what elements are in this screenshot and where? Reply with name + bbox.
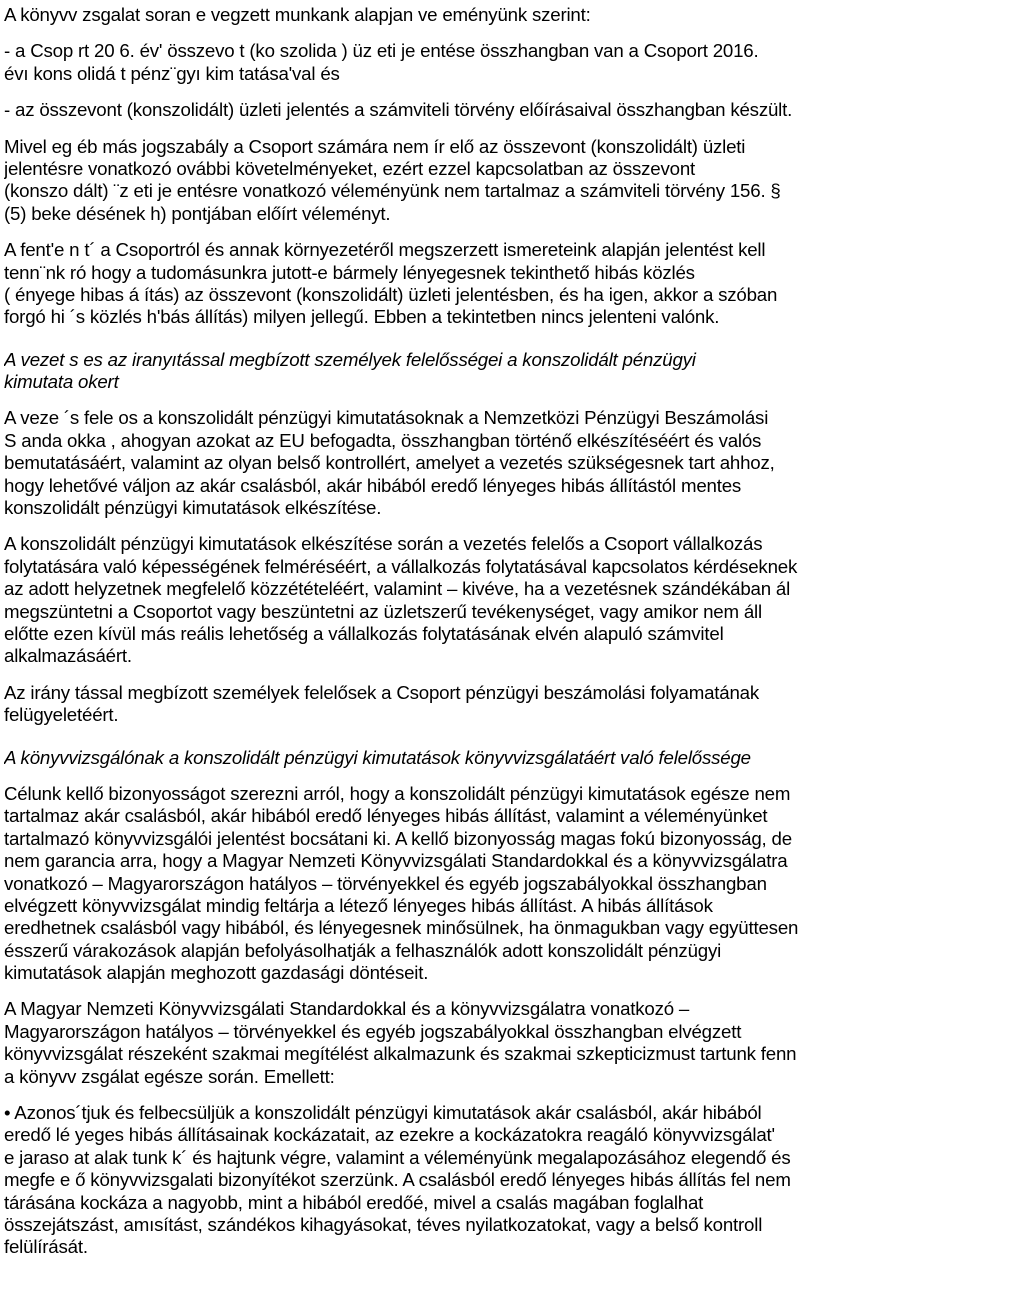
text-line: A Magyar Nemzeti Könyvvizsgálati Standardokkal és a könyvvizsgálatra vonatkozó – — [4, 998, 690, 1020]
text-line: felülírását. — [4, 1236, 88, 1258]
paragraph-management-responsibility — [4, 407, 1022, 519]
text-line: forgó hi ´s közlés h'bás állítás) milyen jellegű. Ebben a tekintetben nincs jelenteni valónk. — [4, 306, 720, 328]
text-line: előtte ezen kívül más reális lehetőség a vállalkozás folytatásának elvén alapuló számvitel — [4, 622, 724, 644]
text-line: tartalmaz akár csalásból, akár hibából eredő lényeges hibás állítást, valamint a véleményünket — [4, 805, 768, 827]
section-heading-management-responsibilities — [4, 349, 1022, 394]
text-line: Az irány tással megbízott személyek felelősek a Csoport pénzügyi beszámolási folyamatának — [4, 681, 759, 703]
text-line: e jaraso at alak tunk k´ és hajtunk végre, valamint a véleményünk megalapozásához elegendő és — [4, 1146, 791, 1168]
text-line: A konszolidált pénzügyi kimutatások elkészítése során a vezetés felelős a Csoport vállalkozás — [4, 533, 763, 555]
paragraph-going-concern — [4, 533, 1022, 667]
text-line: bemutatásáért, valamint az olyan belső kontrollért, amelyet a vezetés szükségesnek tart ahhoz, — [4, 452, 775, 474]
text-line: eredő lé yeges hibás állításainak kockázatait, az ezekre a kockázatokra reagáló könyvvizsgálat' — [4, 1124, 775, 1146]
text-line: tenn¨nk ró hogy a tudomásunkra jutott-e bármely lényegesnek tekinthető hibás közlés — [4, 261, 695, 283]
text-line: Mivel eg éb más jogszabály a Csoport számára nem ír elő az összevont (konszolidált) üzleti — [4, 135, 746, 157]
text-line: alkalmazásáért. — [4, 645, 132, 667]
text-line: nem garancia arra, hogy a Magyar Nemzeti Könyvvizsgálati Standardokkal és a könyvvizsgálatra — [4, 850, 788, 872]
text-line: A fent'e n t´ a Csoportról és annak környezetéről megszerzett ismereteink alapján jelentést kell — [4, 239, 766, 261]
text-line: hogy lehetővé váljon az akár csalásból, akár hibából eredő lényeges hibás állítástól mentes — [4, 474, 742, 496]
text-line: A könyvv zsgalat soran e vegzett munkank alapjan ve eményünk szerint: — [4, 4, 591, 25]
text-line: - az összevont (konszolidált) üzleti jelentés a számviteli törvény előírásaival összhangban készült. — [4, 99, 793, 121]
text-line: tartalmazó könyvvizsgálói jelentést bocsátani ki. A kellő bizonyosság magas fokú bizonyosság, de — [4, 827, 792, 849]
text-line: • Azonos´tjuk és felbecsüljük a konszolidált pénzügyi kimutatások akár csalásból, akár hibából — [4, 1102, 762, 1124]
heading-line: A vezet s es az iranyıtással megbízott személyek felelősségei a konszolidált pénzügyi — [4, 348, 696, 370]
paragraph-governance-oversight — [4, 682, 1022, 727]
text-line: ( ényege hibas á ítás) az összevont (konszolidált) üzleti jelentésben, és ha igen, akkor a szóban — [4, 283, 778, 305]
text-line: az adott helyzetnek megfelelő közzétételéért, valamint – kivéve, ha a vezetésnek szándékában ál — [4, 578, 791, 600]
opinion-item-compliance — [4, 99, 1022, 121]
text-line: vonatkozó – Magyarországon hatályos – törvényekkel és egyéb jogszabályokkal összhangban — [4, 872, 767, 894]
bullet-risk-assessment — [4, 1102, 1022, 1259]
text-line: jelentésre vonatkozó ovábbi követelményeket, ezért ezzel kapcsolatban az összevont — [4, 157, 696, 179]
text-line: Magyarországon hatályos – törvényekkel és egyéb jogszabályokkal összhangban elvégzett — [4, 1020, 742, 1042]
paragraph-misstatement-reporting — [4, 239, 1022, 329]
text-line: megfe e ő könyvvizsgalati bizonyítékot szerzünk. A csalásból eredő lényeges hibás állítás fel nem — [4, 1169, 791, 1191]
text-line: ésszerű várakozások alapján befolyásolhatják a felhasználók adott konszolidált pénzügyi — [4, 939, 722, 961]
text-line: összejátszást, amısítást, szándékos kihagyásokat, téves nyilatkozatokat, vagy a belső kontroll — [4, 1213, 763, 1235]
text-line: Célunk kellő bizonyosságot szerezni arról, hogy a konszolidált pénzügyi kimutatások egésze nem — [4, 782, 791, 804]
text-line: S anda okka , ahogyan azokat az EU befogadta, összhangban történő elkészítéséért és valós — [4, 429, 762, 451]
opinion-item-consistency — [4, 40, 1022, 85]
text-line: a könyvv zsgálat egésze során. Emellett: — [4, 1065, 335, 1087]
paragraph-other-requirements — [4, 136, 1022, 226]
text-line: (5) beke désének h) pontjában előírt véleményt. — [4, 202, 391, 224]
paragraph-professional-judgment — [4, 998, 1022, 1088]
text-line: konszolidált pénzügyi kimutatások elkészítése. — [4, 497, 382, 519]
text-line: A veze ´s fele os a konszolidált pénzügyi kimutatásoknak a Nemzetközi Pénzügyi Beszámolási — [4, 407, 769, 429]
text-line: elvégzett könyvvizsgálat mindig feltárja a létező lényeges hibás állítást. A hibás állítások — [4, 894, 713, 916]
text-line: felügyeletéért. — [4, 704, 119, 726]
text-line: (konszo dált) ¨z eti je entésre vonatkozó véleményünk nem tartalmaz a számviteli törvény 156. § — [4, 180, 781, 202]
heading-line: A könyvvizsgálónak a konszolidált pénzügyi kimutatások könyvvizsgálatáért való felelőssége — [4, 746, 751, 768]
text-line: - a Csop rt 20 6. év' összevo t (ko szolida ) üz eti je entése összhangban van a Csoport 2016. — [4, 40, 759, 62]
paragraph-audit-objectives — [4, 783, 1022, 985]
text-line: folytatására való képességének felméréséért, a vállalkozás folytatásával kapcsolatos kérdéseknek — [4, 555, 798, 577]
section-heading-auditor-responsibilities — [4, 747, 1022, 769]
text-line: megszüntetni a Csoportot vagy beszüntetni az üzletszerű tevékenységet, vagy amikor nem áll — [4, 600, 762, 622]
text-line: tárásána kockáza a nagyobb, mint a hibából eredőé, mivel a csalás magában foglalhat — [4, 1191, 704, 1213]
intro-paragraph — [4, 4, 1022, 26]
text-line: eredhetnek csalásból vagy hibából, és lényegesnek minősülnek, ha önmagukban vagy együttesen — [4, 917, 799, 939]
text-line: kimutatások alapján meghozott gazdasági döntéseit. — [4, 962, 429, 984]
document-page — [4, 0, 1022, 1297]
heading-line: kimutata okert — [4, 371, 119, 393]
text-line: könyvvizsgálat részeként szakmai megítélést alkalmazunk és szakmai szkepticizmust tartunk fenn — [4, 1043, 797, 1065]
text-line: évı kons olidá t pénz¨gyı kim tatása'val és — [4, 62, 340, 84]
